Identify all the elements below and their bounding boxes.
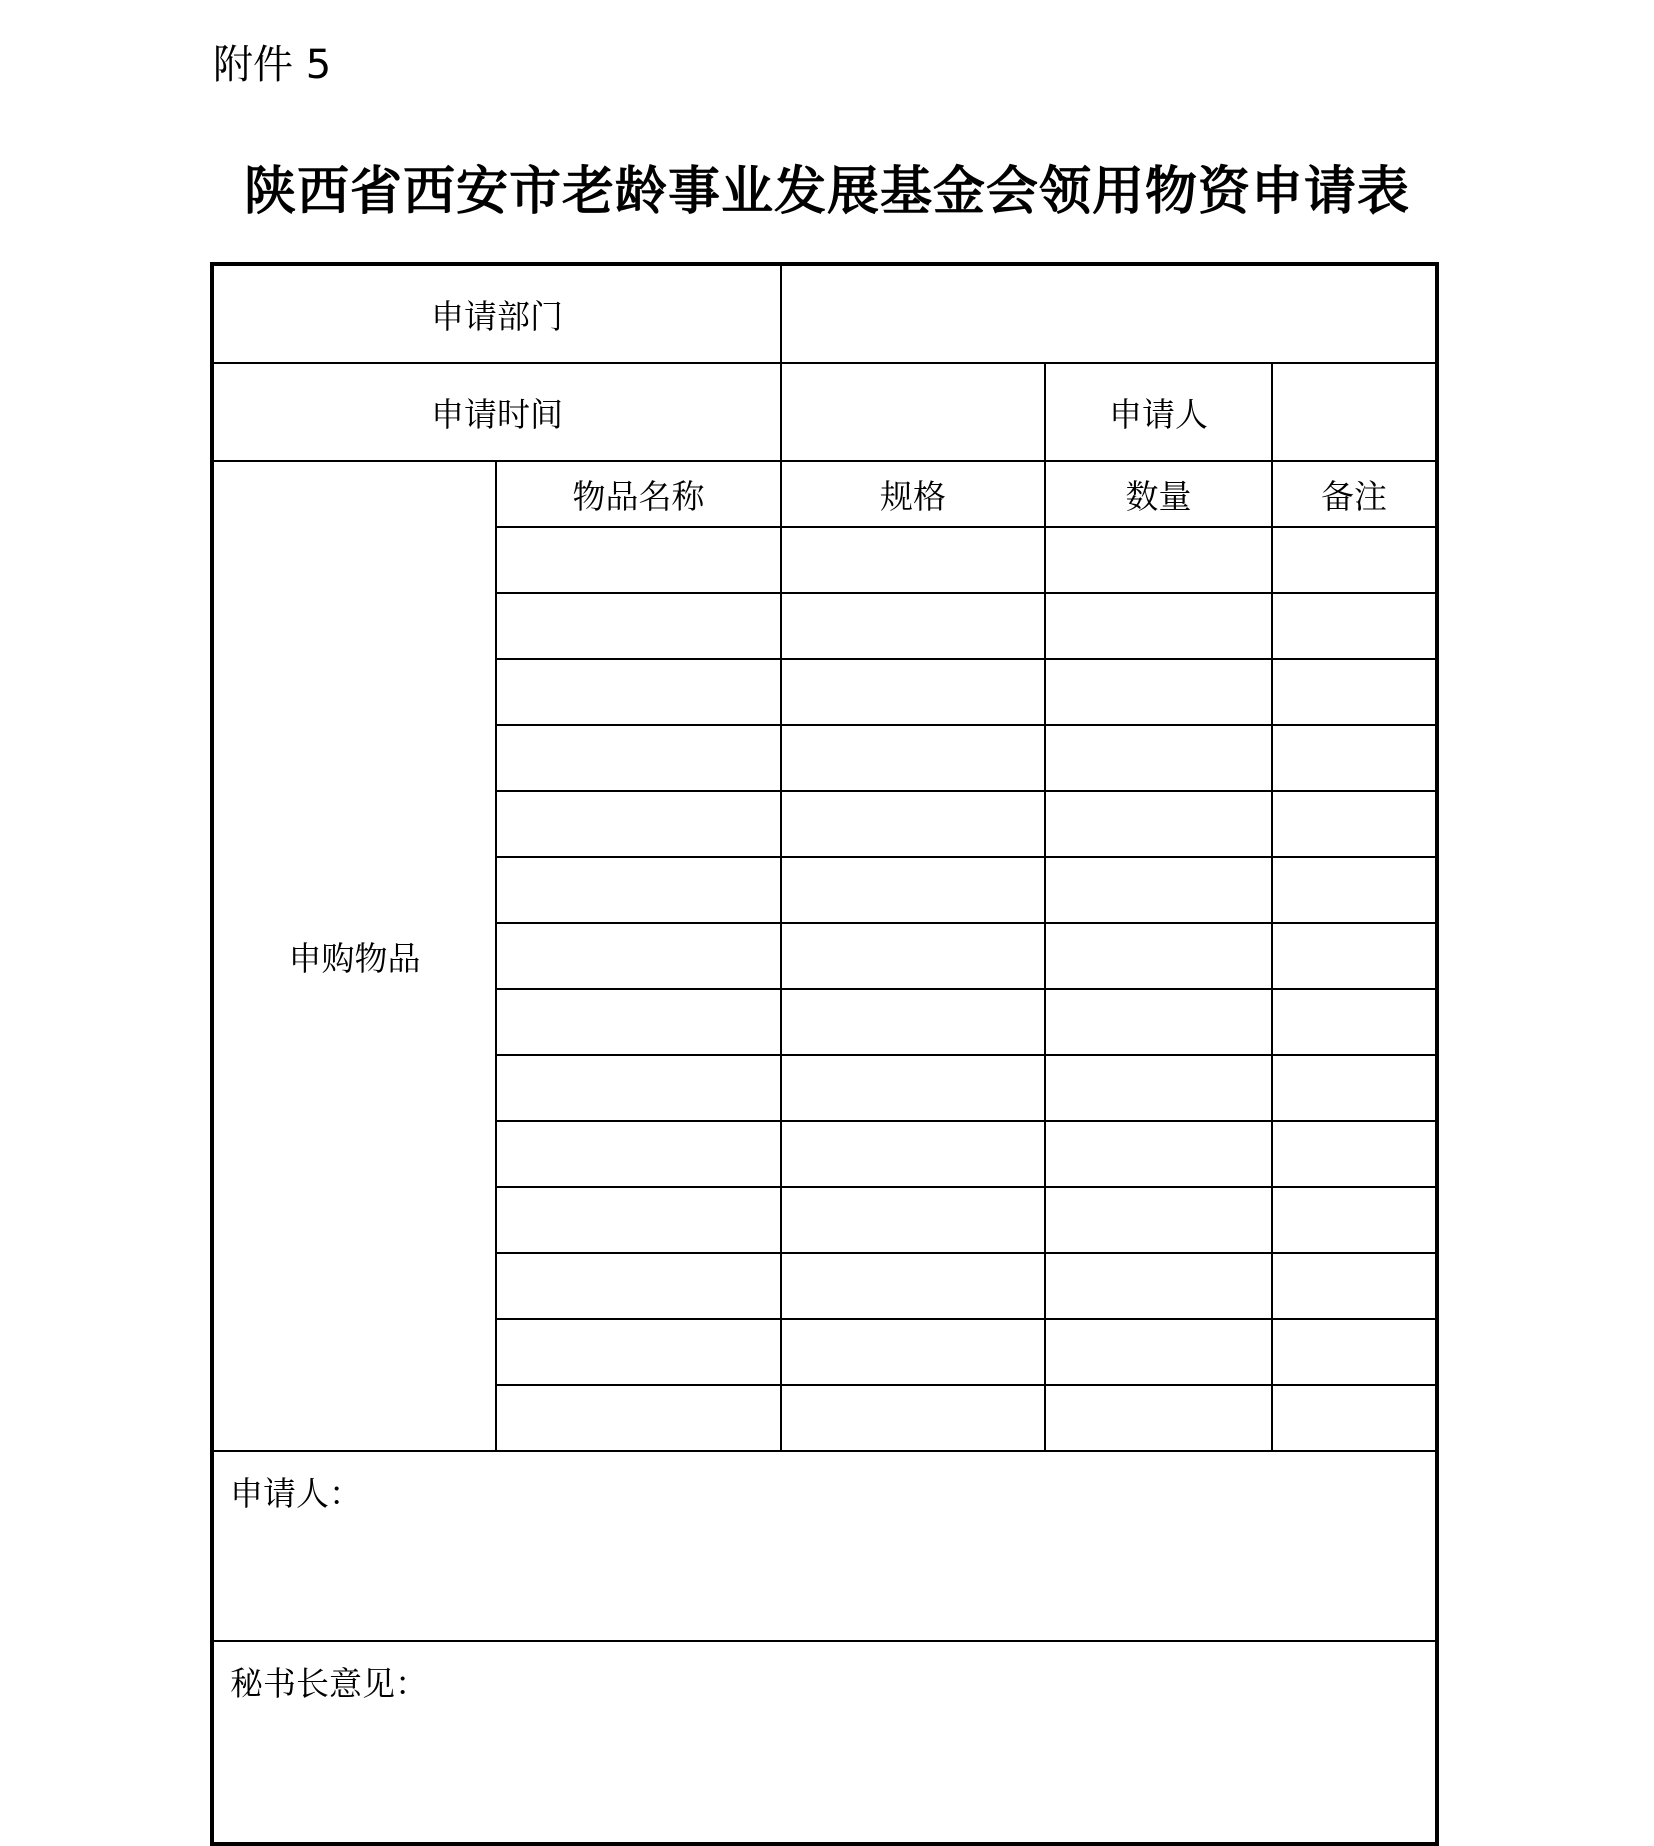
dept-value-cell[interactable] (781, 264, 1437, 363)
item-name-cell[interactable] (496, 725, 781, 791)
item-spec-cell[interactable] (781, 923, 1045, 989)
attachment-label: 附件 5 (213, 42, 332, 88)
item-name-cell[interactable] (496, 923, 781, 989)
item-remark-cell[interactable] (1272, 1385, 1437, 1451)
dept-row (212, 264, 1437, 363)
item-name-cell[interactable] (496, 1121, 781, 1187)
item-remark-cell[interactable] (1272, 857, 1437, 923)
item-remark-cell[interactable] (1272, 1319, 1437, 1385)
item-spec-cell[interactable] (781, 1385, 1045, 1451)
item-quantity-cell[interactable] (1045, 593, 1272, 659)
item-name-cell[interactable] (496, 1187, 781, 1253)
item-spec-cell[interactable] (781, 1187, 1045, 1253)
item-spec-cell[interactable] (781, 1121, 1045, 1187)
item-name-cell[interactable] (496, 989, 781, 1055)
item-name-cell[interactable] (496, 1055, 781, 1121)
item-remark-cell[interactable] (1272, 989, 1437, 1055)
item-name-cell[interactable] (496, 1319, 781, 1385)
column-header-remark: 备注 (1272, 461, 1437, 527)
item-quantity-cell[interactable] (1045, 1187, 1272, 1253)
item-remark-cell[interactable] (1272, 527, 1437, 593)
item-remark-cell[interactable] (1272, 1187, 1437, 1253)
applicant-sign-field[interactable] (212, 1451, 1437, 1641)
time-label: 申请时间 (212, 363, 781, 461)
applicant-value-cell[interactable] (1272, 363, 1437, 461)
secretary-opinion-label: 秘书长意见： (230, 1664, 428, 1703)
column-header-spec: 规格 (781, 461, 1045, 527)
items-section-label: 申购物品 (212, 461, 496, 1451)
item-spec-cell[interactable] (781, 593, 1045, 659)
applicant-label: 申请人 (1045, 363, 1272, 461)
dept-label: 申请部门 (212, 264, 781, 363)
item-name-cell[interactable] (496, 593, 781, 659)
item-name-cell[interactable] (496, 1253, 781, 1319)
request-form-table (210, 262, 1439, 1846)
item-remark-cell[interactable] (1272, 1121, 1437, 1187)
item-quantity-cell[interactable] (1045, 725, 1272, 791)
item-remark-cell[interactable] (1272, 593, 1437, 659)
secretary-opinion-row (212, 1641, 1437, 1844)
items-header-row (212, 461, 1437, 527)
item-remark-cell[interactable] (1272, 1253, 1437, 1319)
item-name-cell[interactable] (496, 857, 781, 923)
item-quantity-cell[interactable] (1045, 923, 1272, 989)
time-value-cell[interactable] (781, 363, 1045, 461)
item-spec-cell[interactable] (781, 659, 1045, 725)
item-name-cell[interactable] (496, 791, 781, 857)
applicant-sign-label: 申请人： (230, 1474, 362, 1513)
item-spec-cell[interactable] (781, 857, 1045, 923)
item-quantity-cell[interactable] (1045, 1055, 1272, 1121)
item-name-cell[interactable] (496, 1385, 781, 1451)
item-spec-cell[interactable] (781, 1253, 1045, 1319)
item-spec-cell[interactable] (781, 791, 1045, 857)
secretary-opinion-field[interactable] (212, 1641, 1437, 1844)
item-spec-cell[interactable] (781, 1055, 1045, 1121)
item-remark-cell[interactable] (1272, 725, 1437, 791)
item-quantity-cell[interactable] (1045, 659, 1272, 725)
item-quantity-cell[interactable] (1045, 1385, 1272, 1451)
time-row (212, 363, 1437, 461)
column-header-quantity: 数量 (1045, 461, 1272, 527)
item-quantity-cell[interactable] (1045, 989, 1272, 1055)
page-title: 陕西省西安市老龄事业发展基金会领用物资申请表 (243, 161, 1410, 222)
item-remark-cell[interactable] (1272, 923, 1437, 989)
item-remark-cell[interactable] (1272, 1055, 1437, 1121)
item-name-cell[interactable] (496, 527, 781, 593)
item-spec-cell[interactable] (781, 725, 1045, 791)
item-quantity-cell[interactable] (1045, 857, 1272, 923)
item-spec-cell[interactable] (781, 1319, 1045, 1385)
item-name-cell[interactable] (496, 659, 781, 725)
item-quantity-cell[interactable] (1045, 1319, 1272, 1385)
item-quantity-cell[interactable] (1045, 791, 1272, 857)
item-spec-cell[interactable] (781, 989, 1045, 1055)
item-remark-cell[interactable] (1272, 659, 1437, 725)
item-remark-cell[interactable] (1272, 791, 1437, 857)
applicant-sign-row (212, 1451, 1437, 1641)
column-header-item-name: 物品名称 (496, 461, 781, 527)
item-spec-cell[interactable] (781, 527, 1045, 593)
item-quantity-cell[interactable] (1045, 527, 1272, 593)
item-quantity-cell[interactable] (1045, 1253, 1272, 1319)
item-quantity-cell[interactable] (1045, 1121, 1272, 1187)
